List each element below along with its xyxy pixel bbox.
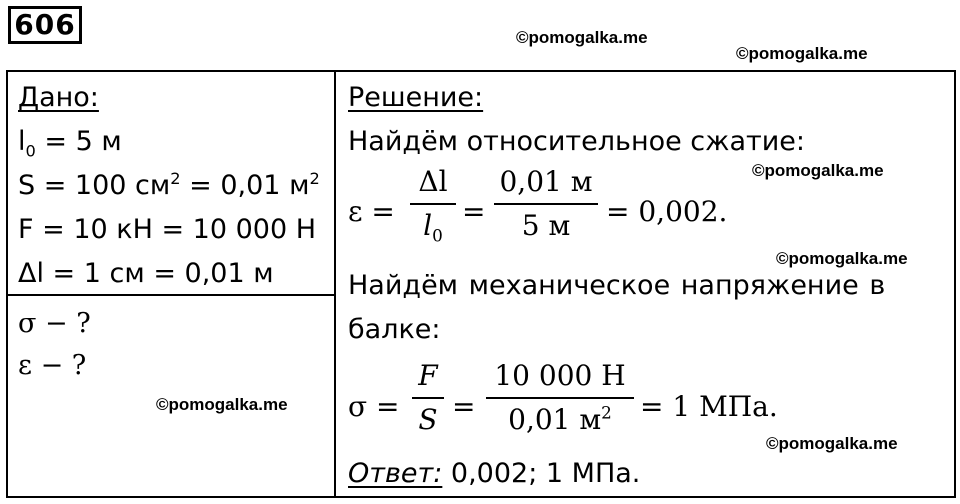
watermark: ©pomogalka.me (776, 249, 908, 268)
eq2-frac2-den: 0,01 $м^2$ (508, 402, 612, 436)
answer-label: Ответ: (348, 458, 443, 489)
eq1-result: = 0,002. (606, 195, 728, 228)
eq1-lhs: ε = (348, 195, 395, 228)
watermark: ©pomogalka.me (736, 44, 868, 63)
given-l0: $l_0 = 5$ м (18, 126, 122, 161)
eq2-frac1-den: S (418, 403, 438, 436)
eq2-frac1-num: F (418, 359, 438, 392)
given-force: F = 10 кН = 10 000 Н (18, 214, 317, 245)
find-sigma: σ − ? (18, 308, 91, 339)
eq1-equals: = (462, 195, 486, 228)
answer-line (348, 460, 640, 487)
given-area: S = 100 $см^2 = 0,01$ $м^2$ (18, 169, 320, 201)
solution-step1: Найдём относительное сжатие: (348, 126, 806, 157)
eq2-frac2 (486, 359, 634, 436)
eq1-frac1-den: $l_0$ (423, 209, 443, 246)
problem-number: 606 (8, 6, 82, 44)
solution-step2-line1: Найдём механическое напряжение в (348, 270, 886, 301)
column-divider (334, 70, 336, 498)
watermark: ©pomogalka.me (156, 395, 288, 414)
given-header: Дано: (18, 82, 99, 113)
watermark: ©pomogalka.me (516, 28, 648, 47)
eq2-lhs: σ = (348, 390, 400, 423)
watermark: ©pomogalka.me (766, 434, 898, 453)
eq2-frac1 (412, 359, 444, 436)
eq1-frac2 (494, 165, 598, 242)
given-find-divider (6, 294, 336, 296)
watermark: ©pomogalka.me (752, 161, 884, 180)
eq1-frac2-num: 0,01 м (499, 165, 593, 198)
eq2-equals: = (452, 390, 476, 423)
eq2-result: = 1 МПа. (640, 390, 778, 423)
eq2-frac2-num: 10 000 Н (494, 359, 626, 392)
solution-step2-line2: балке: (348, 314, 441, 345)
solution-header: Решение: (348, 82, 484, 113)
given-elongation: Δl = 1 см = 0,01 м (18, 258, 274, 289)
eq1-frac1 (410, 165, 456, 246)
eq1-frac2-den: 5 м (521, 209, 571, 242)
find-epsilon: ε − ? (18, 350, 87, 381)
answer-value: 0,002; 1 МПа. (442, 458, 641, 489)
eq1-frac1-num: Δl (418, 165, 448, 198)
